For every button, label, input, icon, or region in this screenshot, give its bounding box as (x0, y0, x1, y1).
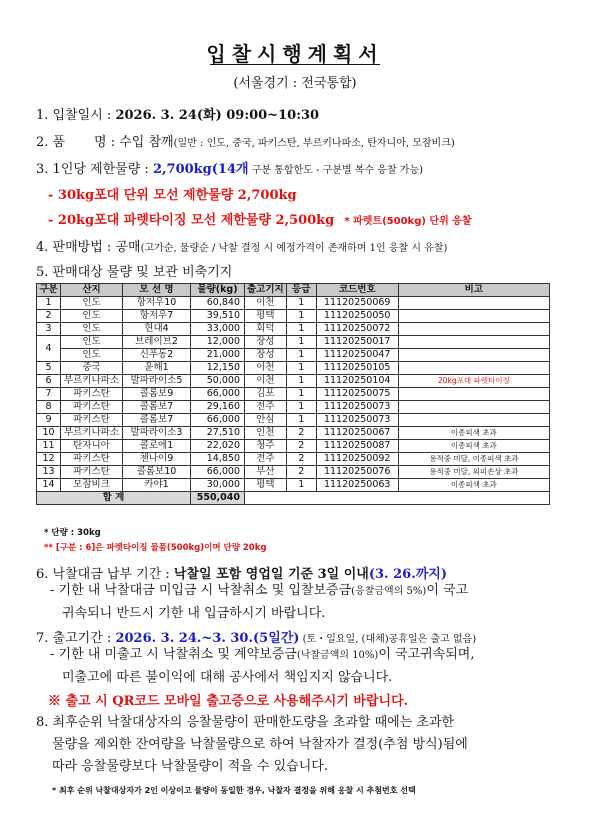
cell-ship-name: 브레이브2 (123, 336, 191, 349)
cell-code: 11120250069 (316, 297, 398, 310)
cell-code: 11120250092 (316, 453, 398, 466)
cell-grade: 1 (286, 336, 316, 349)
cell-group: 1 (37, 297, 61, 310)
cell-grade: 1 (286, 401, 316, 414)
cell-base: 전주 (245, 453, 287, 466)
section-7-detail-1-end: 이 국고귀속되며, (378, 647, 475, 662)
cell-group: 10 (37, 427, 61, 440)
section-2-num: 2. (36, 135, 49, 150)
cell-note: 이종피색 초과 (398, 440, 549, 453)
cell-note (398, 414, 549, 427)
cell-quantity: 27,510 (191, 427, 245, 440)
cell-code: 11120250104 (316, 375, 398, 388)
cell-origin: 인도 (61, 323, 123, 336)
section-3-colon: : (140, 162, 153, 177)
cell-grade: 1 (286, 479, 316, 492)
cell-origin: 부르키나파소 (61, 427, 123, 440)
cell-base: 이천 (245, 375, 287, 388)
cell-group: 9 (37, 414, 61, 427)
section-1-label: 입찰일시 (52, 108, 103, 123)
cell-base: 청주 (245, 440, 287, 453)
table-row (37, 362, 550, 375)
table-row (37, 388, 550, 401)
cell-quantity: 12,150 (191, 362, 245, 375)
section-6-detail-1-small: (응찰금액의 5%) (351, 586, 427, 597)
table-row (37, 440, 550, 453)
cell-grade: 1 (286, 414, 316, 427)
header-code: 코드번호 (316, 284, 398, 297)
cell-base: 이천 (245, 297, 287, 310)
cell-origin: 파키스탄 (61, 453, 123, 466)
cell-grade: 1 (286, 375, 316, 388)
section-8-footnote: * 최후 순위 낙찰대상자가 2인 이상이고 물량이 동일한 경우, 낙찰자 결정을 위해 응찰 시 추첨번호 선택 (52, 786, 416, 795)
cell-origin: 파키스탄 (61, 414, 123, 427)
cell-ship-name: 첸나이9 (123, 453, 191, 466)
cell-base: 평택 (245, 310, 287, 323)
cell-origin: 파키스탄 (61, 388, 123, 401)
header-quantity: 물량(kg) (191, 284, 245, 297)
header-origin: 산지 (61, 284, 123, 297)
cell-quantity: 66,000 (191, 466, 245, 479)
cell-quantity: 66,000 (191, 414, 245, 427)
cell-quantity: 21,000 (191, 349, 245, 362)
cell-ship-name: 발파라이소5 (123, 375, 191, 388)
cell-quantity: 29,160 (191, 401, 245, 414)
cell-origin: 모잠비크 (61, 479, 123, 492)
cell-grade: 1 (286, 297, 316, 310)
section-6-num: 6. (36, 567, 49, 582)
section-1-value: 2026. 3. 24(화) 09:00~10:30 (115, 108, 320, 123)
cell-ship-name: 현대4 (123, 323, 191, 336)
cell-ship-name: 콜롬보7 (123, 401, 191, 414)
section-1-colon: : (102, 108, 116, 123)
cell-grade: 2 (286, 466, 316, 479)
cell-code: 11120250073 (316, 414, 398, 427)
footnote-pallet: ** [구분 : 6]은 파렛타이징 물품(500kg)이며 단량 20kg (44, 543, 267, 553)
cell-ship-name: 콜롬보7 (123, 414, 191, 427)
cell-origin: 파키스탄 (61, 401, 123, 414)
section-6-detail-2: 귀속되니 반드시 기한 내 입금하시기 바랍니다. (62, 606, 326, 621)
section-3-bullet-2 (48, 209, 472, 228)
section-6-detail-1-end: 이 국고 (426, 583, 469, 598)
cell-ship-name: 콜롬보9 (123, 388, 191, 401)
cell-grade: 1 (286, 349, 316, 362)
section-6-value: 낙찰일 포함 영업일 기준 3일 이내 (173, 567, 369, 582)
section-8-text-3: 따라 응찰물량보다 낙찰물량이 적을 수 있습니다. (52, 759, 328, 774)
section-1-num: 1. (36, 108, 49, 123)
cell-ship-name: 발파라이소3 (123, 427, 191, 440)
cell-grade: 2 (286, 427, 316, 440)
cell-code: 11120250017 (316, 336, 398, 349)
section-1 (36, 104, 319, 123)
cell-quantity: 12,000 (191, 336, 245, 349)
cell-origin: 인도 (61, 310, 123, 323)
section-5-label: 판매대상 물량 및 보관 비축기지 (52, 265, 233, 280)
section-3 (36, 158, 423, 177)
section-4-detail: (고가순, 물량순 / 낙찰 결정 시 예정가격이 존재하며 1인 응찰 시 유찰) (140, 243, 448, 254)
cell-base: 김포 (245, 388, 287, 401)
section-2-colon: : (106, 135, 120, 150)
cell-code: 11120250087 (316, 440, 398, 453)
section-6-date: (3. 26.까지) (368, 567, 447, 582)
table-row (37, 479, 550, 492)
cell-base: 안심 (245, 414, 287, 427)
cell-group: 2 (37, 310, 61, 323)
header-ship: 모 선 명 (123, 284, 191, 297)
section-4-value: 공매 (115, 240, 141, 255)
cell-base: 전주 (245, 401, 287, 414)
section-7-detail-1: - 기한 내 미출고 시 낙찰취소 및 계약보증금 (50, 647, 297, 662)
cell-note (398, 349, 549, 362)
section-4-label: 판매방법 (52, 240, 103, 255)
cell-origin: 부르키나파소 (61, 375, 123, 388)
section-3-label: 1인당 제한물량 (52, 162, 141, 177)
cell-note: 이종피색 초과 (398, 427, 549, 440)
cell-group: 11 (37, 440, 61, 453)
cell-ship-name: 콜롬보10 (123, 466, 191, 479)
section-8-text-1: 최후순위 낙찰대상자의 응찰물량이 판매한도량을 초과할 때에는 초과한 (52, 715, 455, 730)
section-8-text-2: 물량을 제외한 잔여량을 낙찰물량으로 하여 낙찰자가 결정(추첨 방식)됨에 (52, 737, 468, 752)
section-8 (36, 712, 556, 778)
cell-group: 7 (37, 388, 61, 401)
cell-grade: 1 (286, 388, 316, 401)
section-2-value: 수입 참깨 (119, 135, 174, 150)
cell-quantity: 22,020 (191, 440, 245, 453)
cell-group: 5 (37, 362, 61, 375)
cell-group: 8 (37, 401, 61, 414)
cell-base: 장성 (245, 349, 287, 362)
table-row (37, 336, 550, 349)
cell-quantity: 39,510 (191, 310, 245, 323)
cell-origin: 인도 (61, 349, 123, 362)
cell-origin: 인도 (61, 336, 123, 349)
section-7-num: 7. (36, 631, 49, 646)
table-row (37, 401, 550, 414)
section-8-num: 8. (36, 715, 49, 730)
table-row (37, 453, 550, 466)
cell-grade: 1 (286, 323, 316, 336)
section-5 (36, 261, 232, 280)
cell-code: 11120250063 (316, 479, 398, 492)
section-6-label: 낙찰대금 납부 기간 : (52, 567, 174, 582)
section-7-detail-block (50, 644, 550, 689)
header-grade: 등급 (286, 284, 316, 297)
footnote-unit: * 단량 : 30kg (44, 528, 101, 538)
cell-group: 6 (37, 375, 61, 388)
section-2-label: 품 명 (52, 135, 107, 150)
document-subtitle: (서울경기 : 전국통합) (233, 76, 357, 91)
cell-base: 이천 (245, 362, 287, 375)
section-3-value: 2,700kg(14개 (152, 162, 249, 177)
cell-group: 14 (37, 479, 61, 492)
cell-code: 11120250073 (316, 401, 398, 414)
section-3-num: 3. (36, 162, 49, 177)
cell-code: 11120250047 (316, 349, 398, 362)
cell-base: 회덕 (245, 323, 287, 336)
section-7-detail-1-small: (낙찰금액의 10%) (296, 650, 379, 661)
table-row (37, 297, 550, 310)
cell-note (398, 388, 549, 401)
section-7-detail: (토・일요일, (대체)공휴일은 출고 없음) (299, 634, 477, 645)
section-2-detail: (일반 : 인도, 중국, 파키스탄, 부르키나파소, 탄자니아, 모잠비크) (173, 138, 455, 149)
total-label: 합 계 (37, 492, 191, 505)
header-note: 비고 (398, 284, 549, 297)
cell-note: 20kg포대 파렛타이징 (398, 375, 549, 388)
title-underline (210, 64, 380, 65)
document-title: 입찰시행계획서 (206, 42, 384, 66)
section-6-detail (50, 580, 550, 625)
cell-group: 13 (37, 466, 61, 479)
cell-code: 11120250105 (316, 362, 398, 375)
cell-quantity: 14,850 (191, 453, 245, 466)
cell-base: 장성 (245, 336, 287, 349)
cell-code: 11120250075 (316, 388, 398, 401)
section-6-detail-1: - 기한 내 낙찰대금 미입금 시 낙찰취소 및 입찰보증금 (50, 583, 352, 598)
cell-base: 평택 (245, 479, 287, 492)
section-7-warning: ※ 출고 시 QR코드 모바일 출고증으로 사용해주시기 바랍니다. (48, 694, 409, 709)
cell-note (398, 362, 549, 375)
cell-quantity: 33,000 (191, 323, 245, 336)
cell-code: 11120250076 (316, 466, 398, 479)
table-row (37, 414, 550, 427)
section-4-colon: : (102, 240, 116, 255)
cell-quantity: 66,000 (191, 388, 245, 401)
total-empty (245, 492, 550, 505)
cell-ship-name: 윤해1 (123, 362, 191, 375)
table-row (37, 323, 550, 336)
cell-group: 4 (37, 336, 61, 362)
cell-grade: 1 (286, 362, 316, 375)
cell-origin: 중국 (61, 362, 123, 375)
cell-origin: 파키스탄 (61, 466, 123, 479)
cell-origin: 인도 (61, 297, 123, 310)
cell-note (398, 297, 549, 310)
cell-code: 11120250072 (316, 323, 398, 336)
section-3-bullet-1: - 30kg포대 단위 모선 제한물량 2,700kg (48, 188, 297, 203)
section-7-label: 출고기간 : (52, 631, 116, 646)
cell-note (398, 336, 549, 349)
section-3-detail: 구분 통합한도 - 구분별 복수 응찰 가능) (248, 165, 424, 176)
section-2 (36, 131, 455, 150)
section-7-value: 2026. 3. 24.~3. 30.(5일간) (115, 631, 300, 646)
cell-origin: 탄자니아 (61, 440, 123, 453)
table-row (37, 310, 550, 323)
cell-note: 용적중 미달, 이종피색 초과 (398, 453, 549, 466)
cell-ship-name: 카야1 (123, 479, 191, 492)
section-7-detail-2: 미출고에 따른 불이익에 대해 공사에서 책임지지 않습니다. (62, 670, 393, 685)
cell-ship-name: 항저우10 (123, 297, 191, 310)
cell-grade: 2 (286, 440, 316, 453)
cell-base: 부산 (245, 466, 287, 479)
cell-note (398, 401, 549, 414)
cell-ship-name: 신푸동2 (123, 349, 191, 362)
section-4 (36, 236, 447, 255)
cell-code: 11120250067 (316, 427, 398, 440)
table-row (37, 375, 550, 388)
total-value: 550,040 (191, 492, 245, 505)
header-group: 구분 (37, 284, 61, 297)
table-row (37, 466, 550, 479)
cell-quantity: 30,000 (191, 479, 245, 492)
cell-quantity: 50,000 (191, 375, 245, 388)
cell-base: 인천 (245, 427, 287, 440)
section-5-num: 5. (36, 265, 49, 280)
cell-note: 이종피색 초과 (398, 479, 549, 492)
table-header-row (37, 284, 550, 297)
inventory-table (36, 283, 550, 505)
table-total-row (37, 492, 550, 505)
table-row (37, 427, 550, 440)
table-row (37, 349, 550, 362)
cell-group: 3 (37, 323, 61, 336)
cell-note: 용적중 미달, 외피손상 초과 (398, 466, 549, 479)
cell-ship-name: 콜로에1 (123, 440, 191, 453)
cell-grade: 2 (286, 453, 316, 466)
cell-group: 12 (37, 453, 61, 466)
cell-note (398, 323, 549, 336)
cell-ship-name: 항저우7 (123, 310, 191, 323)
cell-code: 11120250050 (316, 310, 398, 323)
cell-quantity: 60,840 (191, 297, 245, 310)
header-base: 출고기지 (245, 284, 287, 297)
section-3-bullet-2-text: - 20kg포대 파렛타이징 모선 제한물량 2,500kg (48, 213, 335, 228)
cell-grade: 1 (286, 310, 316, 323)
cell-note (398, 310, 549, 323)
section-4-num: 4. (36, 240, 49, 255)
section-3-bullet-2-note: * 파렛트(500kg) 단위 응찰 (344, 216, 472, 227)
